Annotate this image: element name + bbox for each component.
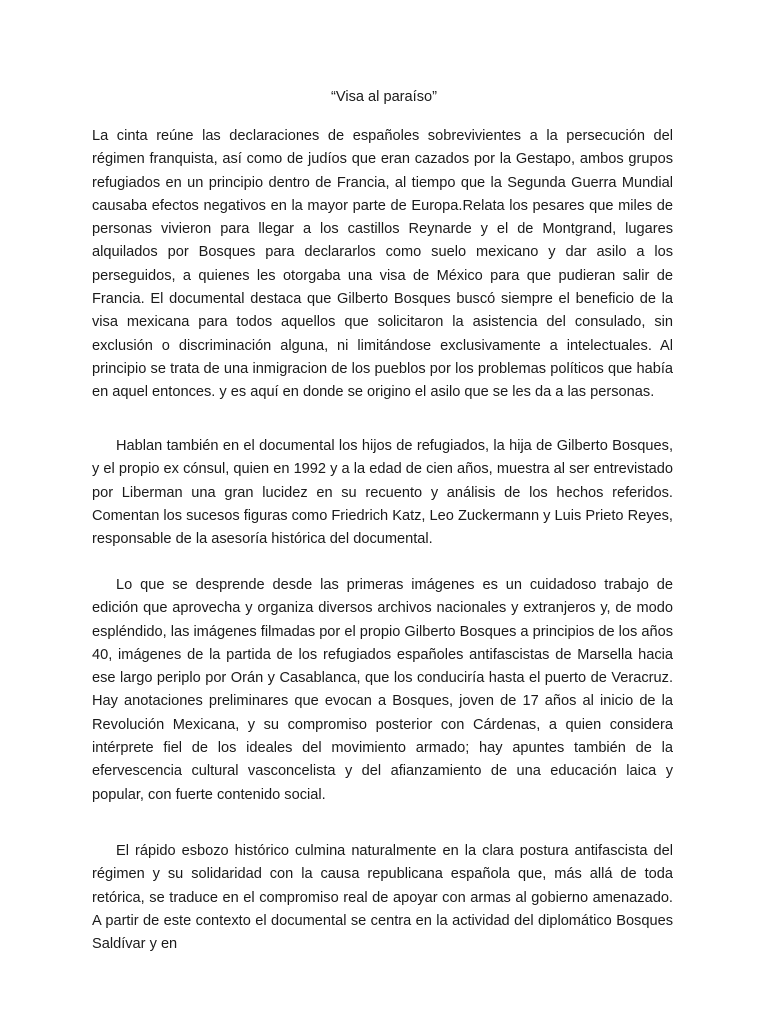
paragraph-2: Hablan también en el documental los hijos de refugiados, la hija de Gilberto Bosques, y el propio ex cónsul, quien en 1992 y a la edad de cien años, muestra al ser entrevistado por Liberman una gran lucidez en su recuento y análisis de los hechos referidos. Comentan los sucesos figuras como Friedrich Katz, Leo Zuckermann y Luis Prieto Reyes, responsable de la asesoría histórica del documental. [92, 438, 673, 548]
paragraph-3: Lo que se desprende desde las primeras imágenes es un cuidadoso trabajo de edición que aprovecha y organiza diversos archivos nacionales y extranjeros y, de modo espléndido, las imágenes filmadas por el propio Gilberto Bosques a principios de los años 40, imágenes de la partida de los refugiados españoles antifascistas de Marsella hacia ese largo periplo por Orán y Casablanca, que los conduciría hasta el puerto de Veracruz. Hay anotaciones preliminares que evocan a Bosques, joven de 17 años al inicio de la Revolución Mexicana, y su compromiso posterior con Cárdenas, a quien considera intérprete fiel de los ideales del movimiento armado; hay apuntes también de la efervescencia cultural vasconcelista y del afianzamiento de una educación laica y popular, con fuerte contenido social. [92, 577, 673, 803]
document-title: “Visa al paraíso” [331, 89, 437, 105]
paragraph-4: El rápido esbozo histórico culmina naturalmente en la clara postura antifascista del régimen y su solidaridad con la causa republicana española que, más allá de toda retórica, se traduce en el compromiso real de apoyar con armas al gobierno amenazado. A partir de este contexto el documental se centra en la actividad del diplomático Bosques Saldívar y en [92, 843, 673, 953]
paragraph-1: La cinta reúne las declaraciones de españoles sobrevivientes a la persecución del régimen franquista, así como de judíos que eran cazados por la Gestapo, ambos grupos refugiados en un principio dentro de Francia, al tiempo que la Segunda Guerra Mundial causaba efectos negativos en la mayor parte de Europa.Relata los pesares que miles de personas vivieron para llegar a los castillos Reynarde y el de Montgrand, lugares alquilados por Bosques para declararlos como suelo mexicano y dar asilo a los perseguidos, a quienes les otorgaba una visa de México para que pudieran salir de Francia. El documental destaca que Gilberto Bosques buscó siempre el beneficio de la visa mexicana para todos aquellos que solicitaron la asistencia del consulado, sin exclusión o discriminación alguna, ni limitándose exclusivamente a intelectuales. Al principio se trata de una inmigracion de los pueblos por los problemas políticos que había en aquel entonces. y es aquí en donde se origino el asilo que se les da a las personas. [92, 128, 673, 401]
